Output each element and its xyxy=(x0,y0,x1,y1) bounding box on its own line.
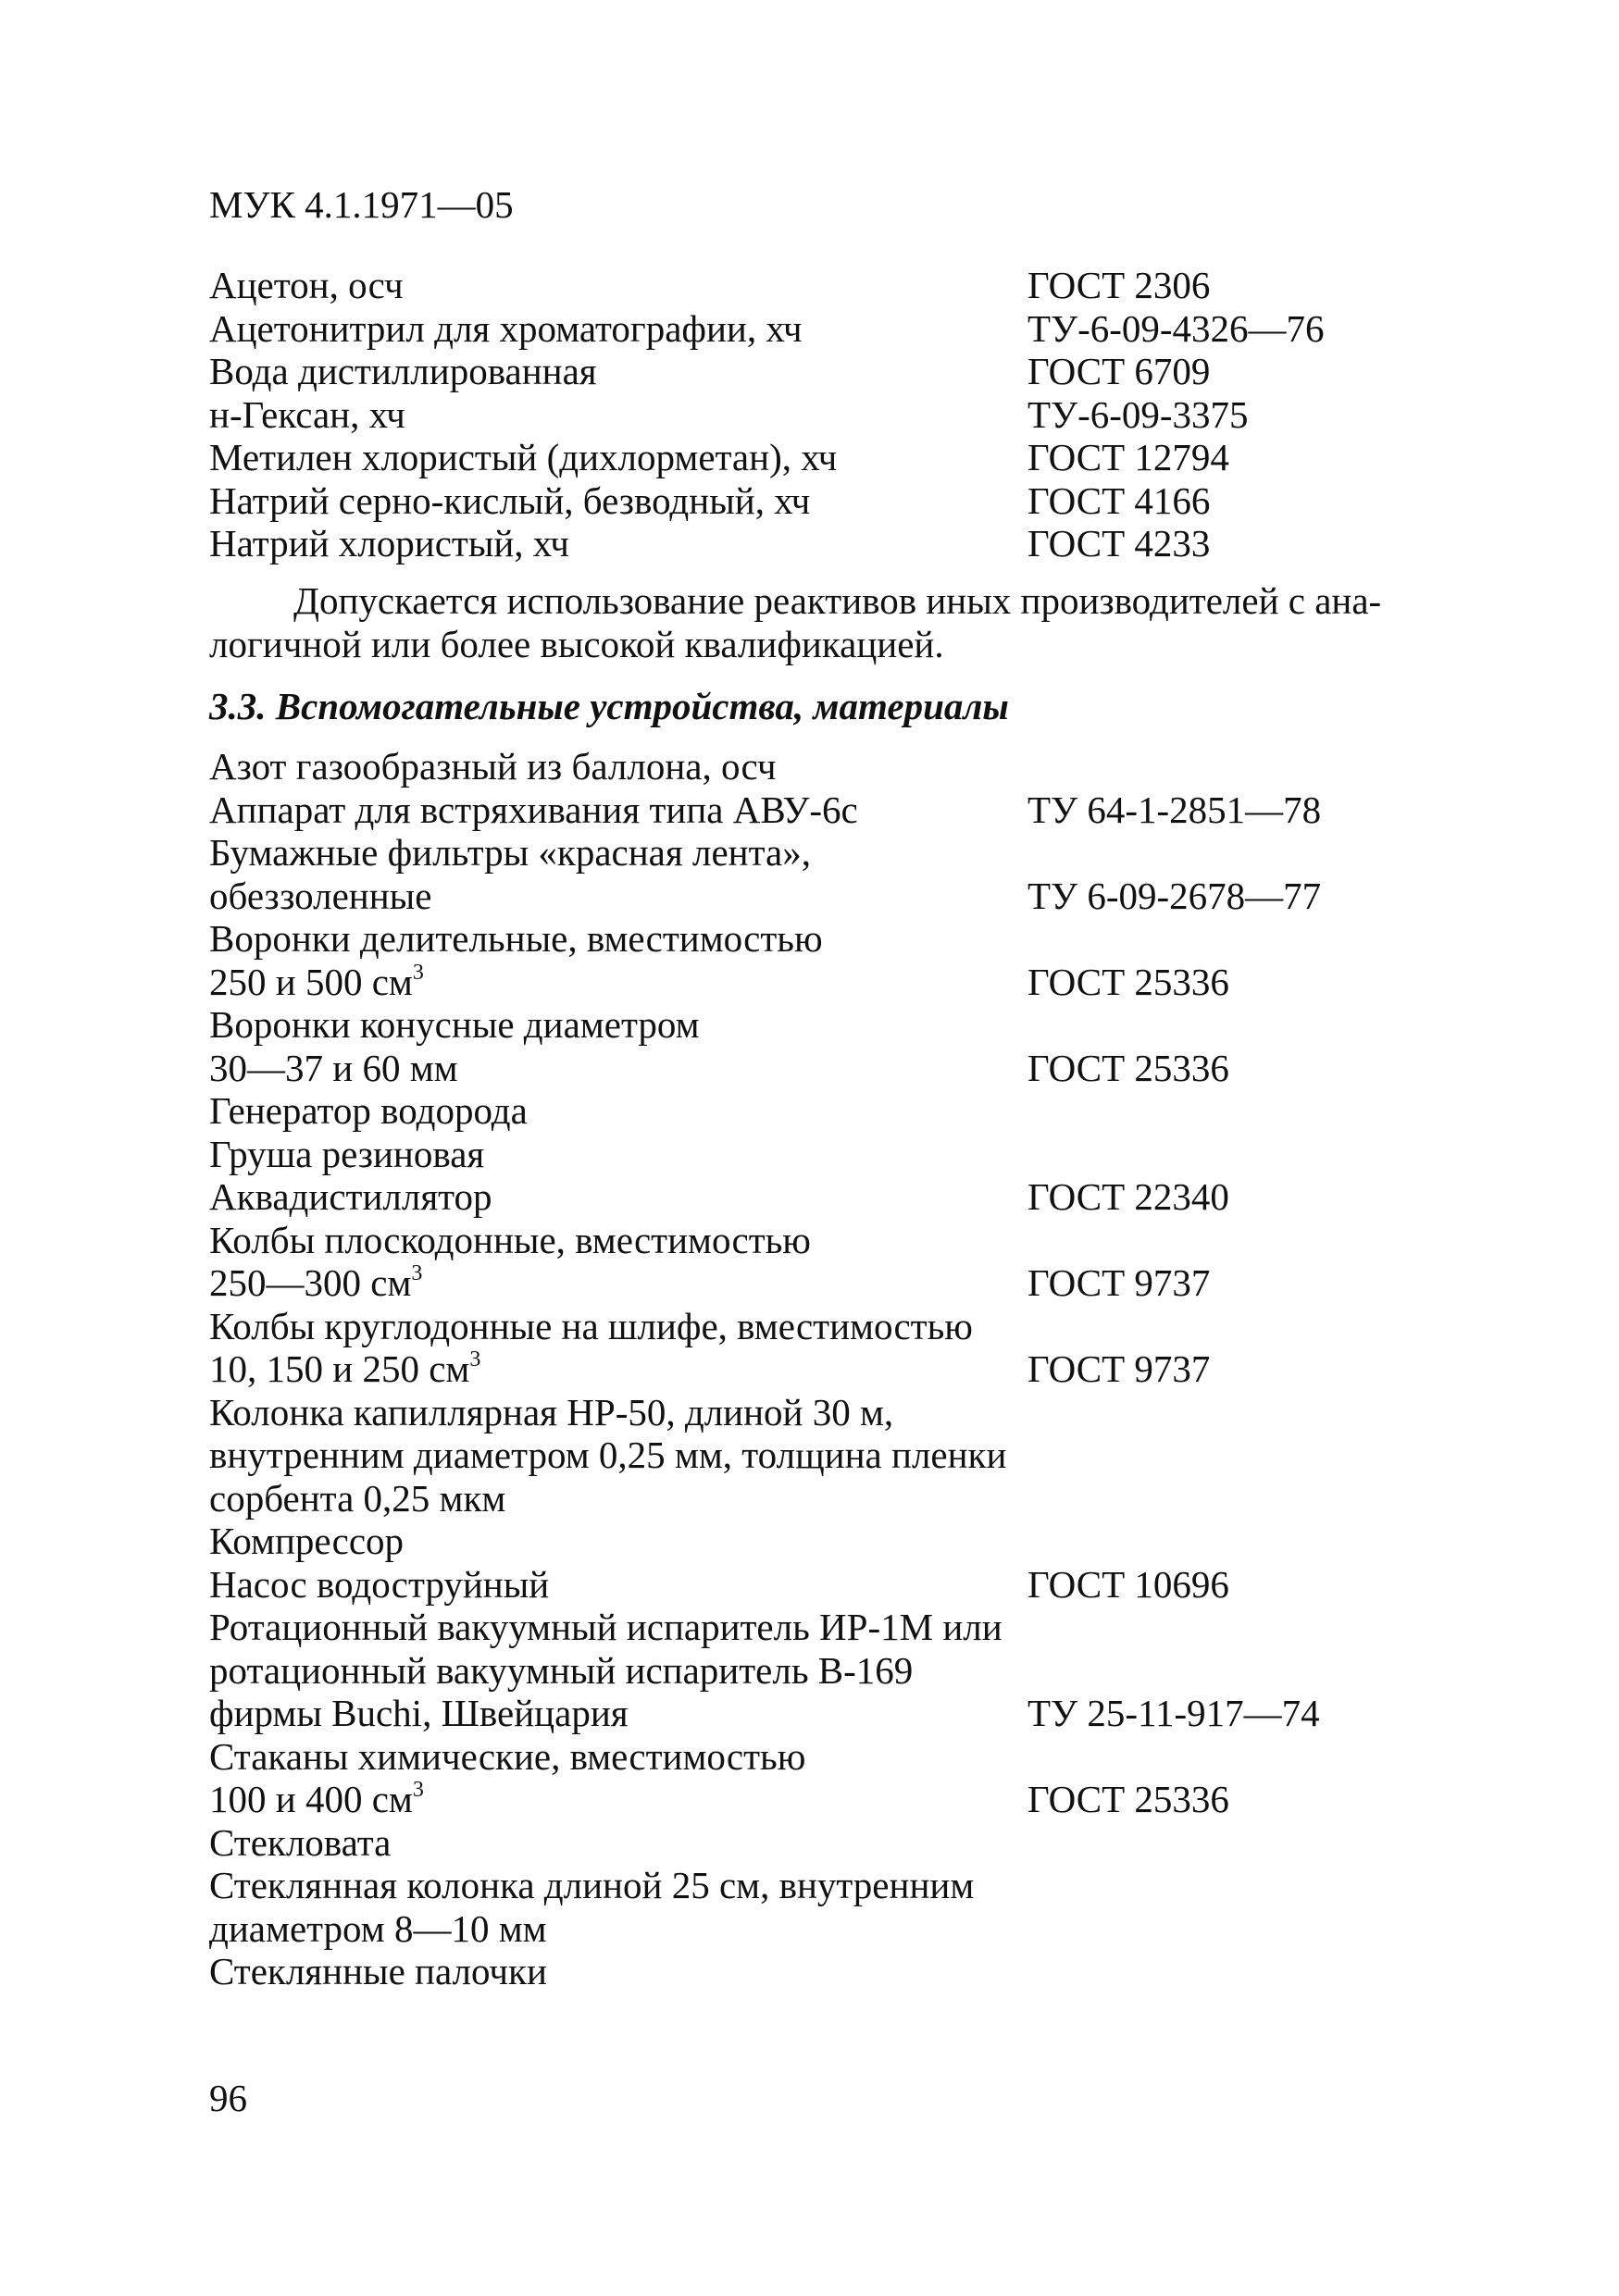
volume-text: 100 и 400 см xyxy=(209,1778,413,1820)
superscript: 3 xyxy=(469,1347,481,1372)
item-name-cont: сорбента 0,25 мкм xyxy=(209,1476,506,1520)
item-standard: ГОСТ 6709 xyxy=(1027,350,1211,392)
item-name-cont: фирмы Buchi, Швейцария xyxy=(209,1692,629,1734)
item-name: Воронки конусные диаметром xyxy=(209,1003,700,1046)
item-name: Натрий серно-кислый, безводный, хч xyxy=(209,478,811,522)
item-name: Колбы плоскодонные, вместимостью xyxy=(209,1218,811,1261)
list-item xyxy=(209,1735,1413,1821)
list-item xyxy=(209,393,1413,437)
item-standard: ГОСТ 9737 xyxy=(1027,1347,1211,1390)
item-name-cont: внутренним диаметром 0,25 мм, толщина пленки xyxy=(209,1433,1007,1476)
list-item xyxy=(209,1563,1413,1607)
item-standard: ГОСТ 25336 xyxy=(1027,960,1229,1003)
list-item xyxy=(209,479,1413,523)
item-standard: ТУ 6-09-2678—77 xyxy=(1027,874,1322,917)
item-standard: ТУ-6-09-3375 xyxy=(1027,392,1249,436)
list-item xyxy=(209,307,1413,351)
item-name-cont xyxy=(209,1261,1024,1305)
item-name-cont: обеззоленные xyxy=(209,874,432,917)
list-item xyxy=(209,1950,1413,1993)
item-standard: ТУ-6-09-4326—76 xyxy=(1027,306,1325,350)
item-name: Стеклянная колонка длиной 25 см, внутренним xyxy=(209,1864,975,1906)
item-name: Ацетон, осч xyxy=(209,264,404,306)
list-item xyxy=(209,1219,1413,1305)
note-paragraph xyxy=(209,579,1413,665)
item-name: Метилен хлористый (дихлорметан), хч xyxy=(209,436,838,478)
item-name-cont: 30—37 и 60 мм xyxy=(209,1046,458,1089)
page-number: 96 xyxy=(209,2077,247,2119)
item-name: Ротационный вакуумный испаритель ИР-1М или xyxy=(209,1606,1003,1648)
item-standard: ГОСТ 2306 xyxy=(1027,264,1211,306)
item-standard: ГОСТ 4233 xyxy=(1027,522,1211,565)
item-name: Компрессор xyxy=(209,1520,405,1562)
item-standard: ГОСТ 22340 xyxy=(1027,1175,1229,1218)
list-item xyxy=(209,745,1413,788)
item-name: Вода дистиллированная xyxy=(209,350,597,392)
item-name: Стаканы химические, вместимостью xyxy=(209,1734,806,1778)
item-name: Стеклянные палочки xyxy=(209,1950,547,1992)
item-name: Груша резиновая xyxy=(209,1132,485,1175)
list-item xyxy=(209,1864,1413,1950)
document-code-header: МУК 4.1.1971—05 xyxy=(209,183,514,226)
reagents-list xyxy=(209,264,1413,565)
item-standard: ГОСТ 25336 xyxy=(1027,1046,1229,1089)
list-item xyxy=(209,788,1413,832)
item-name: Натрий хлористый, хч xyxy=(209,522,569,565)
item-standard: ГОСТ 4166 xyxy=(1027,478,1211,522)
item-standard: ГОСТ 25336 xyxy=(1027,1778,1229,1820)
list-item xyxy=(209,1003,1413,1089)
superscript: 3 xyxy=(411,1261,423,1286)
volume-text: 250—300 см xyxy=(209,1261,412,1304)
item-name-cont xyxy=(209,961,1024,1004)
volume-text: 10, 150 и 250 см xyxy=(209,1347,470,1390)
list-item xyxy=(209,1391,1413,1520)
list-item xyxy=(209,522,1413,565)
item-name: Колбы круглодонные на шлифе, вместимостью xyxy=(209,1304,973,1347)
item-name-cont: диаметром 8—10 мм xyxy=(209,1906,547,1950)
item-name: Бумажные фильтры «красная лента», xyxy=(209,831,811,874)
item-name-cont xyxy=(209,1778,1024,1821)
superscript: 3 xyxy=(412,960,424,985)
volume-text: 250 и 500 см xyxy=(209,960,413,1003)
list-item xyxy=(209,1089,1413,1133)
list-item xyxy=(209,831,1413,917)
note-line: Допускается использование реактивов иных производителей с ана- xyxy=(293,579,1382,622)
item-name: Колонка капиллярная НР-50, длиной 30 м, xyxy=(209,1390,894,1433)
list-item xyxy=(209,1175,1413,1219)
item-name-cont: ротационный вакуумный испаритель В-169 xyxy=(209,1648,914,1692)
note-line: логичной или более высокой квалификацией. xyxy=(209,622,944,665)
item-name: Аппарат для встряхивания типа АВУ-6с xyxy=(209,788,858,831)
item-name: н-Гексан, хч xyxy=(209,392,405,436)
item-name: Стекловата xyxy=(209,1820,392,1864)
item-name: Ацетонитрил для хроматографии, хч xyxy=(209,306,803,350)
item-standard: ГОСТ 10696 xyxy=(1027,1562,1229,1606)
item-standard: ГОСТ 9737 xyxy=(1027,1261,1211,1304)
list-item xyxy=(209,436,1413,479)
list-item xyxy=(209,350,1413,393)
list-item xyxy=(209,1606,1413,1735)
item-standard: ТУ 25-11-917—74 xyxy=(1027,1692,1320,1734)
item-name: Насос водоструйный xyxy=(209,1562,550,1606)
item-name: Азот газообразный из баллона, осч xyxy=(209,745,777,788)
superscript: 3 xyxy=(412,1778,424,1803)
item-standard: ГОСТ 12794 xyxy=(1027,436,1229,478)
item-name-cont xyxy=(209,1347,1024,1391)
list-item xyxy=(209,264,1413,307)
equipment-list xyxy=(209,745,1413,1993)
item-standard: ТУ 64-1-2851—78 xyxy=(1027,788,1322,831)
list-item xyxy=(209,917,1413,1003)
list-item xyxy=(209,1821,1413,1865)
item-name: Генератор водорода xyxy=(209,1089,528,1132)
list-item xyxy=(209,1520,1413,1563)
item-name: Аквадистиллятор xyxy=(209,1175,492,1218)
section-heading: 3.3. Вспомогательные устройства, материалы xyxy=(209,685,1009,727)
item-name: Воронки делительные, вместимостью xyxy=(209,917,823,960)
list-item xyxy=(209,1133,1413,1176)
list-item xyxy=(209,1305,1413,1391)
